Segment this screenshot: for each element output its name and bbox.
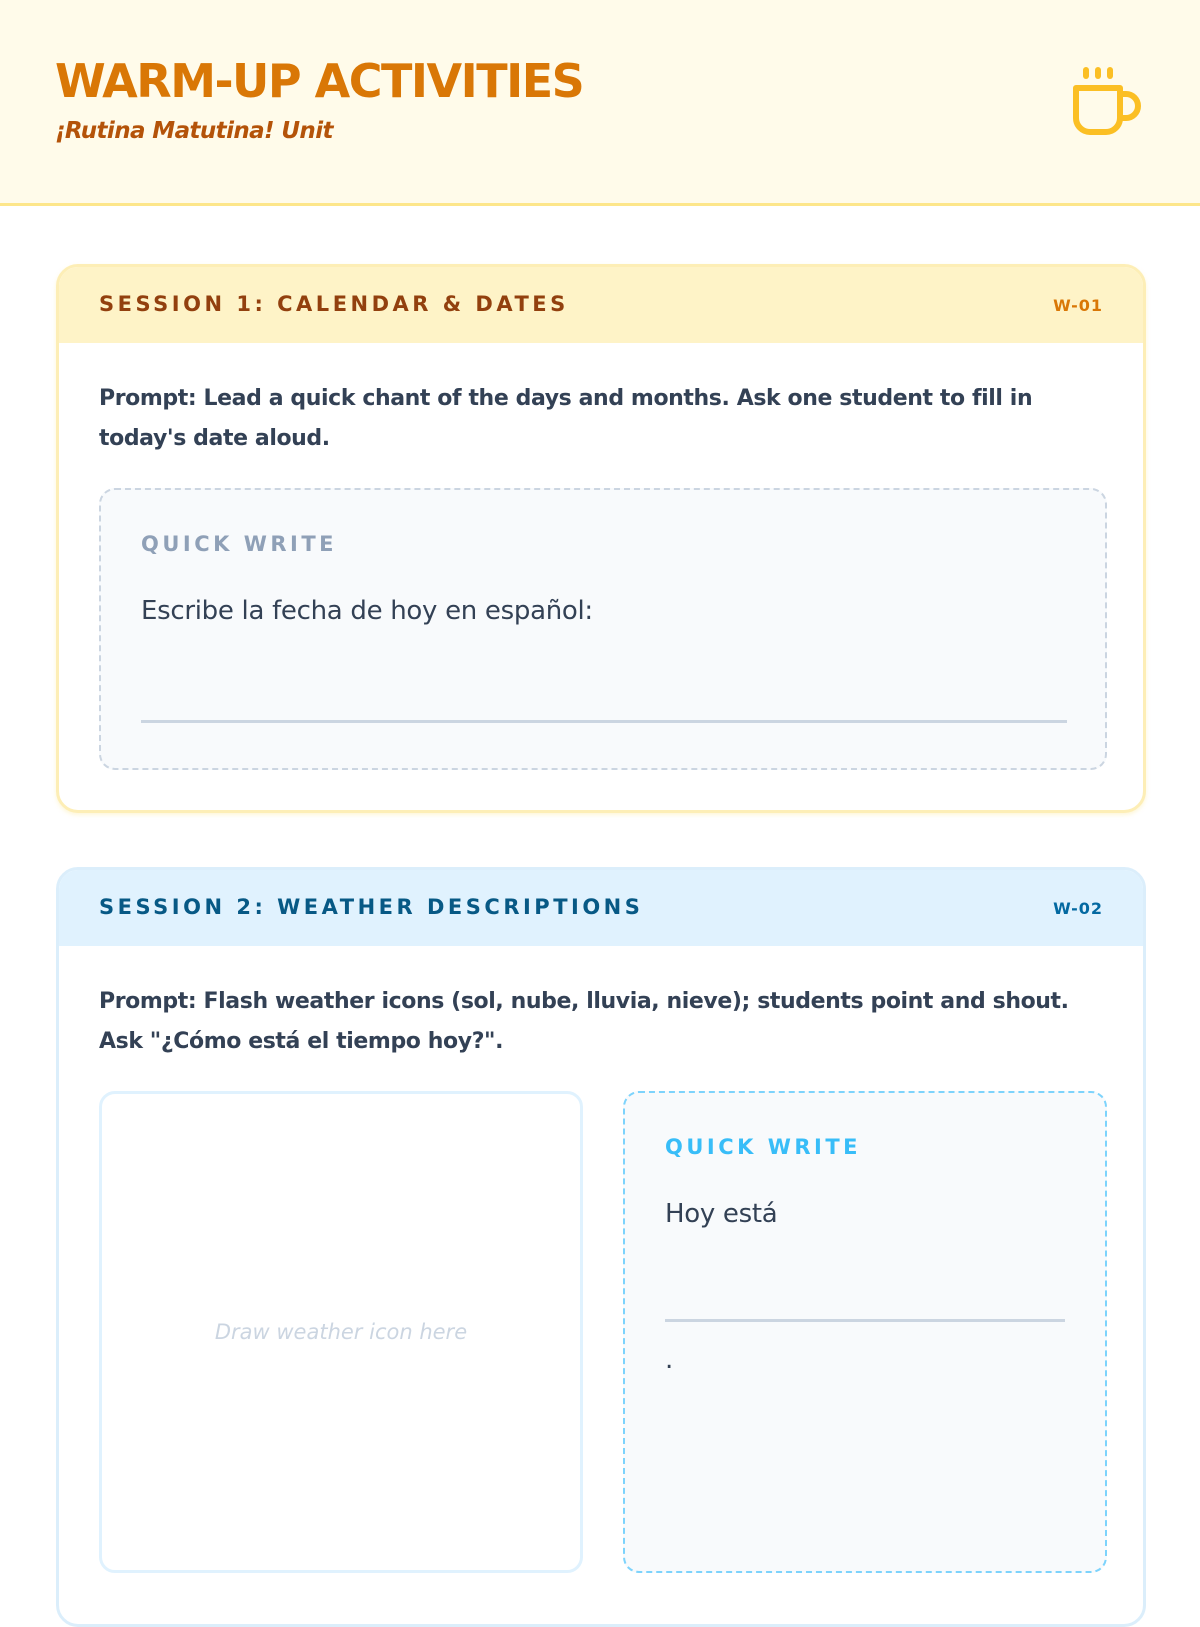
quick-write-label: QUICK WRITE bbox=[665, 1135, 862, 1159]
session-2-prompt: Prompt: Flash weather icons (sol, nube, lluvia, nieve); students point and shout. Ask "¿Cómo está el tiempo hoy?". bbox=[99, 989, 1069, 1054]
session-1-quick-write bbox=[99, 488, 1107, 770]
session-2-quick-write bbox=[623, 1091, 1107, 1573]
drawing-area[interactable] bbox=[99, 1091, 583, 1573]
sentence-ending: . bbox=[665, 1345, 674, 1375]
page-title: WARM-UP ACTIVITIES bbox=[55, 54, 584, 108]
drawing-hint: Draw weather icon here bbox=[214, 1320, 468, 1344]
quick-write-prompt: Hoy está bbox=[665, 1199, 778, 1229]
answer-line[interactable] bbox=[141, 720, 1067, 723]
session-2-card bbox=[56, 867, 1146, 1627]
answer-line[interactable] bbox=[665, 1319, 1065, 1322]
session-1-header bbox=[59, 267, 1143, 343]
session-1-prompt: Prompt: Lead a quick chant of the days and months. Ask one student to fill in today's date aloud. bbox=[99, 386, 1033, 451]
session-2-header bbox=[59, 870, 1143, 946]
coffee-cup-icon bbox=[1070, 66, 1146, 140]
session-1-card bbox=[56, 264, 1146, 813]
page-header bbox=[0, 0, 1200, 206]
quick-write-label: QUICK WRITE bbox=[141, 532, 338, 556]
session-1-code: W-01 bbox=[1053, 296, 1103, 315]
quick-write-prompt: Escribe la fecha de hoy en español: bbox=[141, 596, 593, 626]
session-2-title: SESSION 2: WEATHER DESCRIPTIONS bbox=[99, 895, 644, 919]
session-2-code: W-02 bbox=[1053, 899, 1103, 918]
page-subtitle: ¡Rutina Matutina! Unit bbox=[55, 118, 333, 144]
session-1-title: SESSION 1: CALENDAR & DATES bbox=[99, 292, 569, 316]
